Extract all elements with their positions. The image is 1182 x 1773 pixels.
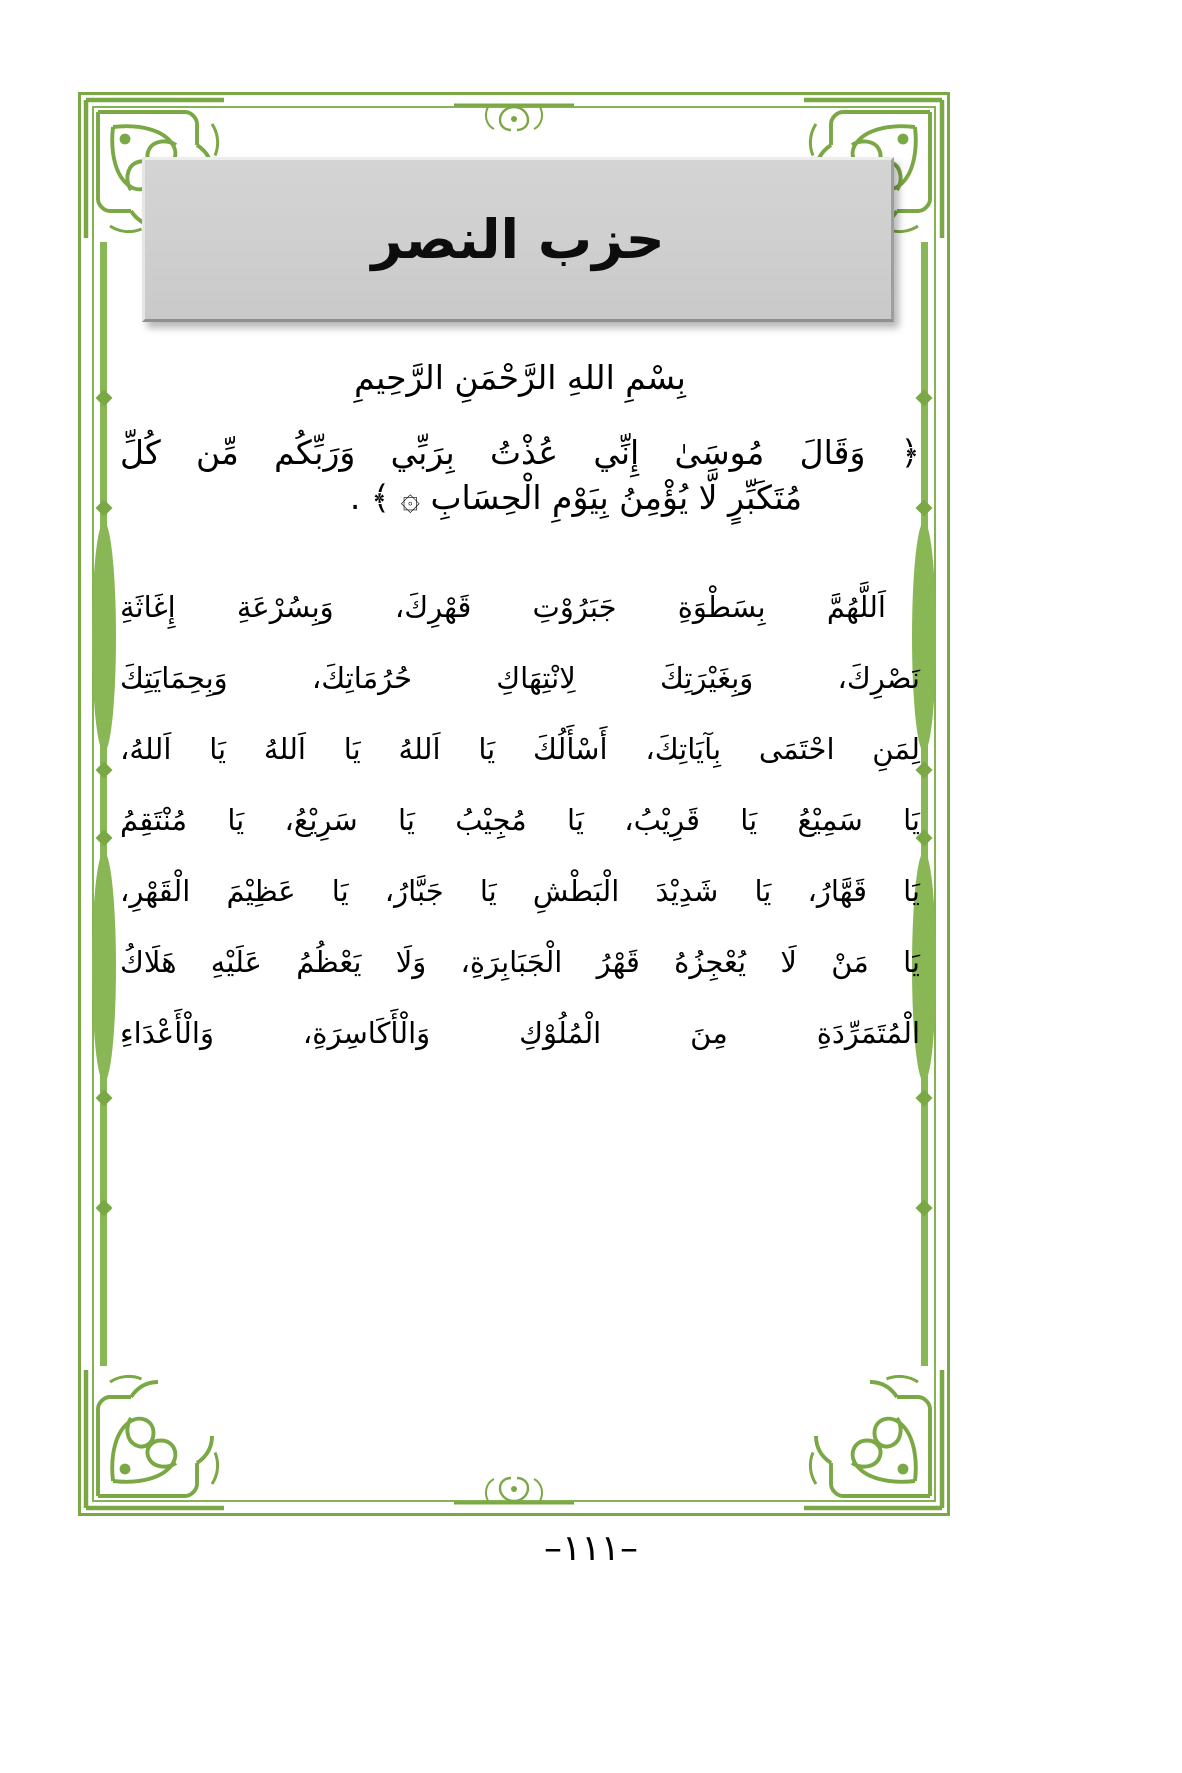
quran-verse-block bbox=[120, 430, 920, 520]
prayer-line: يَا قَهَّارُ، يَا شَدِيْدَ الْبَطْشِ يَا جَبَّارُ، يَا عَظِيْمَ الْقَهْرِ، bbox=[120, 874, 920, 908]
prayer-line: يَا سَمِيْعُ يَا قَرِيْبُ، يَا مُجِيْبُ يَا سَرِيْعُ، يَا مُنْتَقِمُ bbox=[120, 803, 920, 837]
quran-verse-line: مُتَكَبِّرٍ لَّا يُؤْمِنُ بِيَوْمِ الْحِسَابِ ۞ ﴾ . bbox=[349, 478, 802, 517]
prayer-line: اَللَّهُمَّ بِسَطْوَةِ جَبَرُوْتِ قَهْرِكَ، وَبِسُرْعَةِ إِغَاثَةِ bbox=[120, 590, 886, 624]
quran-verse-line: ﴿ وَقَالَ مُوسَىٰ إِنِّي عُذْتُ بِرَبِّي وَرَبِّكُم مِّن كُلِّ bbox=[120, 433, 920, 472]
prayer-line: لِمَنِ احْتَمَى بِآيَاتِكَ، أَسْأَلُكَ يَا اَللهُ يَا اَللهُ يَا اَللهُ، bbox=[120, 732, 920, 766]
title-plaque bbox=[142, 157, 894, 322]
leaf-ornament-left-upper bbox=[92, 522, 116, 752]
page-title: حزب النصر bbox=[371, 207, 665, 271]
page-number: –١١١– bbox=[543, 1528, 638, 1569]
frame-rail-left bbox=[100, 242, 107, 1366]
prayer-line: الْمُتَمَرِّدَةِ مِنَ الْمُلُوْكِ وَالْأَكَاسِرَةِ، وَالْأَعْدَاءِ bbox=[120, 1016, 920, 1050]
edge-flourish-icon bbox=[454, 1467, 574, 1513]
prayer-body-block bbox=[120, 572, 920, 1069]
frame-rail-right bbox=[921, 242, 928, 1366]
leaf-ornament-left-lower bbox=[92, 852, 116, 1082]
page-content bbox=[120, 140, 920, 1470]
prayer-line: يَا مَنْ لَا يُعْجِزُهُ قَهْرُ الْجَبَابِرَةِ، وَلَا يَعْظُمُ عَلَيْهِ هَلَاكُ bbox=[120, 945, 920, 979]
prayer-line: نَصْرِكَ، وَبِغَيْرَتِكَ لِانْتِهَاكِ حُرُمَاتِكَ، وَبِحِمَايَتِكَ bbox=[120, 661, 920, 695]
basmala-calligraphy: بِسْمِ اللهِ الرَّحْمَنِ الرَّحِيمِ bbox=[354, 358, 686, 397]
edge-flourish-icon bbox=[454, 95, 574, 141]
